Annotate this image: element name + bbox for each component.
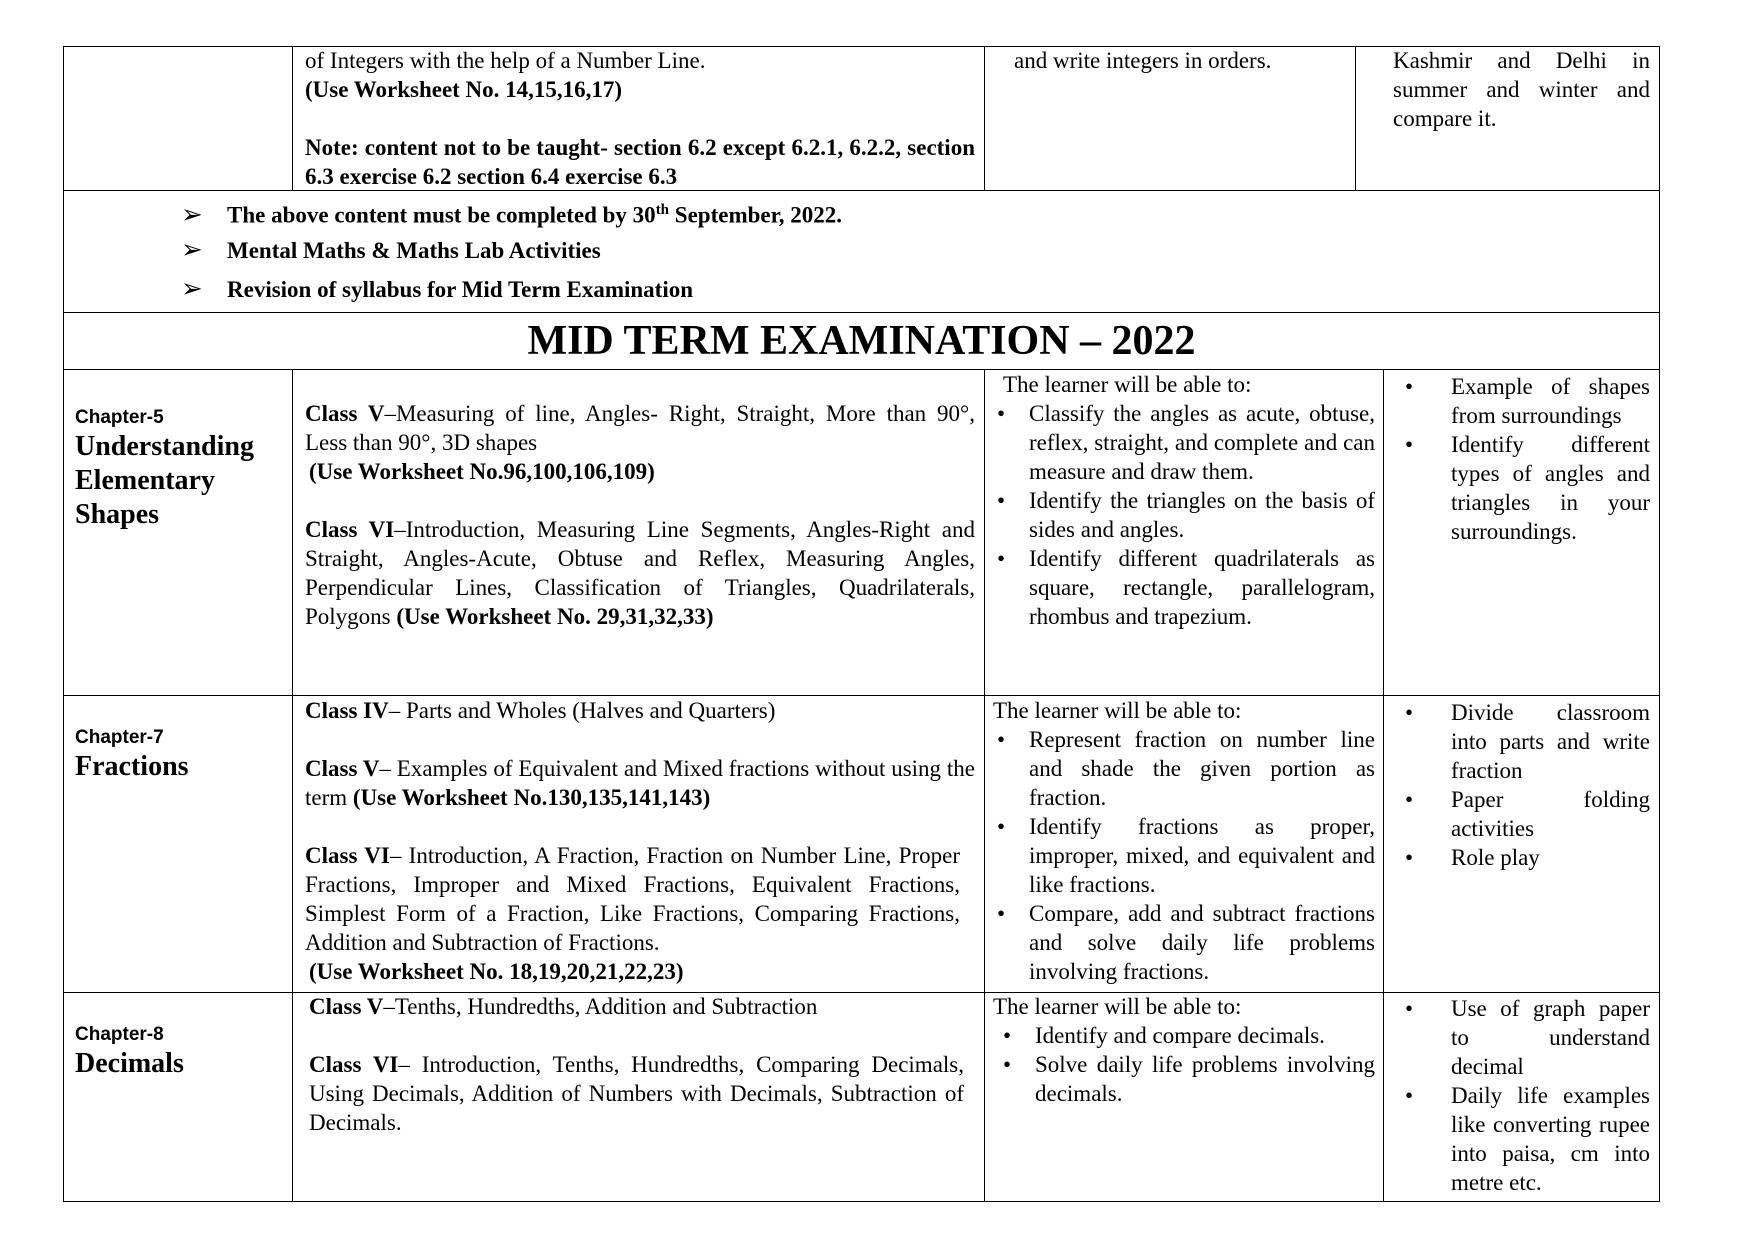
chapter-5-title-cell bbox=[75, 406, 285, 532]
outcome-intro: The learner will be able to: bbox=[1003, 372, 1252, 397]
outcome-item: • Identify the triangles on the basis of sides and angles. bbox=[997, 488, 1375, 542]
chapter-title-line: Decimals bbox=[75, 1048, 184, 1079]
outcome-item: • Solve daily life problems involving decimals. bbox=[1003, 1052, 1375, 1106]
class-content: Class V–Measuring of line, Angles- Right, Straight, More than 90°, Less than 90°, 3D shapes bbox=[305, 401, 975, 455]
top-note: Note: content not to be taught- section 6.2 except 6.2.1, 6.2.2, section 6.3 exercise 6.2 section 6.4 exercise 6.3 bbox=[305, 135, 975, 189]
bullet-icon: • bbox=[1405, 996, 1414, 1021]
worksheet-ref: (Use Worksheet No. 29,31,32,33) bbox=[396, 604, 714, 629]
worksheet-ref: (Use Worksheet No.96,100,106,109) bbox=[309, 459, 655, 484]
chapter-7-activities-cell bbox=[1393, 698, 1650, 872]
notice-mental-maths: ➢ Mental Maths & Maths Lab Activities bbox=[181, 235, 601, 264]
col-divider bbox=[292, 369, 293, 1202]
bullet-icon: • bbox=[997, 401, 1006, 426]
top-activity: Kashmir and Delhi in summer and winter and compare it. bbox=[1393, 48, 1650, 131]
chapter-7-outcomes-cell bbox=[993, 696, 1375, 986]
chapter-7-title-cell bbox=[75, 726, 285, 784]
table-border-left bbox=[63, 46, 64, 1202]
bullet-icon: • bbox=[1405, 700, 1414, 725]
class-content: Class VI–Introduction, Measuring Line Segments, Angles-Right and Straight, Angles-Acute, Obtuse and Reflex, Measuring Angles, Perpendicular Lines, Classification of Triangles, Quadrilaterals, Polygons (Use Worksheet No. 29,31,32,33) bbox=[305, 517, 976, 629]
col-divider bbox=[984, 46, 985, 191]
notice-completion: ➢ The above content must be completed by 30th September, 2022. bbox=[181, 199, 842, 229]
exam-heading: MID TERM EXAMINATION – 2022 bbox=[527, 318, 1196, 364]
bullet-icon: • bbox=[1405, 845, 1414, 870]
col-divider bbox=[1355, 46, 1356, 191]
bullet-icon: • bbox=[997, 901, 1006, 926]
chapter-8-activities-cell bbox=[1393, 994, 1650, 1197]
outcome-intro: The learner will be able to: bbox=[993, 698, 1242, 723]
class-content: Class IV– Parts and Wholes (Halves and Quarters) bbox=[305, 698, 776, 723]
activity-item: • Daily life examples like converting rupee into paisa, cm into metre etc. bbox=[1405, 1083, 1650, 1195]
bullet-icon: • bbox=[1405, 432, 1414, 457]
bullet-icon: • bbox=[1405, 787, 1414, 812]
bullet-icon: • bbox=[1003, 1052, 1012, 1077]
chapter-title-line: Shapes bbox=[75, 499, 160, 530]
col-divider bbox=[984, 369, 985, 1202]
chapter-8-outcomes-cell bbox=[993, 992, 1375, 1108]
chapter-8-title-cell bbox=[75, 1023, 285, 1081]
bullet-icon: • bbox=[997, 546, 1006, 571]
col-divider bbox=[292, 46, 293, 191]
class-content: Class V–Tenths, Hundredths, Addition and Subtraction bbox=[309, 994, 818, 1019]
chapter-number: Chapter-5 bbox=[75, 407, 164, 428]
bullet-icon: • bbox=[997, 814, 1006, 839]
table-border-bottom bbox=[63, 1201, 1660, 1202]
activity-item: • Use of graph paper to understand decimal bbox=[1405, 996, 1650, 1079]
chapter-5-activities-cell bbox=[1393, 372, 1650, 546]
top-content-line: of Integers with the help of a Number Line. bbox=[305, 48, 706, 73]
table-border-right bbox=[1659, 46, 1660, 1202]
bullet-icon: • bbox=[1405, 374, 1414, 399]
top-outcome: and write integers in orders. bbox=[1014, 48, 1272, 73]
activity-item: • Divide classroom into parts and write fraction bbox=[1405, 700, 1650, 783]
outcome-item: • Identify and compare decimals. bbox=[1003, 1023, 1325, 1048]
activity-item: • Identify different types of angles and triangles in your surroundings. bbox=[1405, 432, 1650, 544]
top-outcome-cell bbox=[1014, 46, 1344, 75]
row-divider bbox=[63, 369, 1660, 370]
notice-revision: ➢ Revision of syllabus for Mid Term Examination bbox=[181, 274, 694, 303]
chapter-5-content-cell bbox=[305, 399, 975, 631]
row-divider bbox=[63, 312, 1660, 313]
activity-item: • Example of shapes from surroundings bbox=[1405, 374, 1650, 428]
col-divider bbox=[1383, 369, 1384, 1202]
chapter-title-line: Fractions bbox=[75, 751, 189, 782]
activity-item: • Paper folding activities bbox=[1405, 787, 1650, 841]
top-worksheet: (Use Worksheet No. 14,15,16,17) bbox=[305, 77, 623, 102]
outcome-item: • Classify the angles as acute, obtuse, reflex, straight, and complete and can measure and draw them. bbox=[997, 401, 1375, 484]
bullet-icon: • bbox=[1405, 1083, 1414, 1108]
chapter-5-outcomes-cell bbox=[993, 370, 1375, 631]
outcome-item: • Identify different quadrilaterals as square, rectangle, parallelogram, rhombus and trapezium. bbox=[997, 546, 1375, 629]
chapter-8-content-cell bbox=[309, 992, 964, 1137]
outcome-item: • Identify fractions as proper, improper, mixed, and equivalent and like fractions. bbox=[997, 814, 1375, 897]
arrow-bullet-icon: ➢ bbox=[181, 274, 203, 303]
chapter-title-line: Understanding bbox=[75, 431, 254, 462]
outcome-item: • Compare, add and subtract fractions and solve daily life problems involving fractions. bbox=[997, 901, 1375, 984]
chapter-number: Chapter-8 bbox=[75, 1024, 164, 1045]
worksheet-ref: (Use Worksheet No.130,135,141,143) bbox=[352, 785, 711, 810]
bullet-icon: • bbox=[1003, 1023, 1012, 1048]
chapter-7-content-cell bbox=[305, 696, 975, 986]
outcome-intro: The learner will be able to: bbox=[993, 994, 1242, 1019]
arrow-bullet-icon: ➢ bbox=[181, 199, 203, 229]
top-activity-cell bbox=[1393, 46, 1650, 133]
outcome-item: • Represent fraction on number line and shade the given portion as fraction. bbox=[997, 727, 1375, 810]
bullet-icon: • bbox=[997, 727, 1006, 752]
bullet-icon: • bbox=[997, 488, 1006, 513]
chapter-number: Chapter-7 bbox=[75, 727, 164, 748]
worksheet-ref: (Use Worksheet No. 18,19,20,21,22,23) bbox=[309, 959, 684, 984]
activity-item: • Role play bbox=[1405, 845, 1540, 870]
top-content-cell bbox=[305, 46, 975, 191]
class-content: Class V– Examples of Equivalent and Mixed fractions without using the term (Use Worksheet No.130,135,141,143) bbox=[305, 756, 975, 810]
class-content: Class VI– Introduction, Tenths, Hundredths, Comparing Decimals, Using Decimals, Addition of Numbers with Decimals, Subtraction of Decimals. bbox=[309, 1052, 964, 1135]
class-content: Class VI– Introduction, A Fraction, Fraction on Number Line, Proper Fractions, Improper and Mixed Fractions, Equivalent Fractions, Simplest Form of a Fraction, Like Fractions, Comparing Fractions, Addition and Subtraction of Fractions. bbox=[305, 843, 960, 955]
chapter-title-line: Elementary bbox=[75, 465, 215, 496]
arrow-bullet-icon: ➢ bbox=[181, 235, 203, 264]
